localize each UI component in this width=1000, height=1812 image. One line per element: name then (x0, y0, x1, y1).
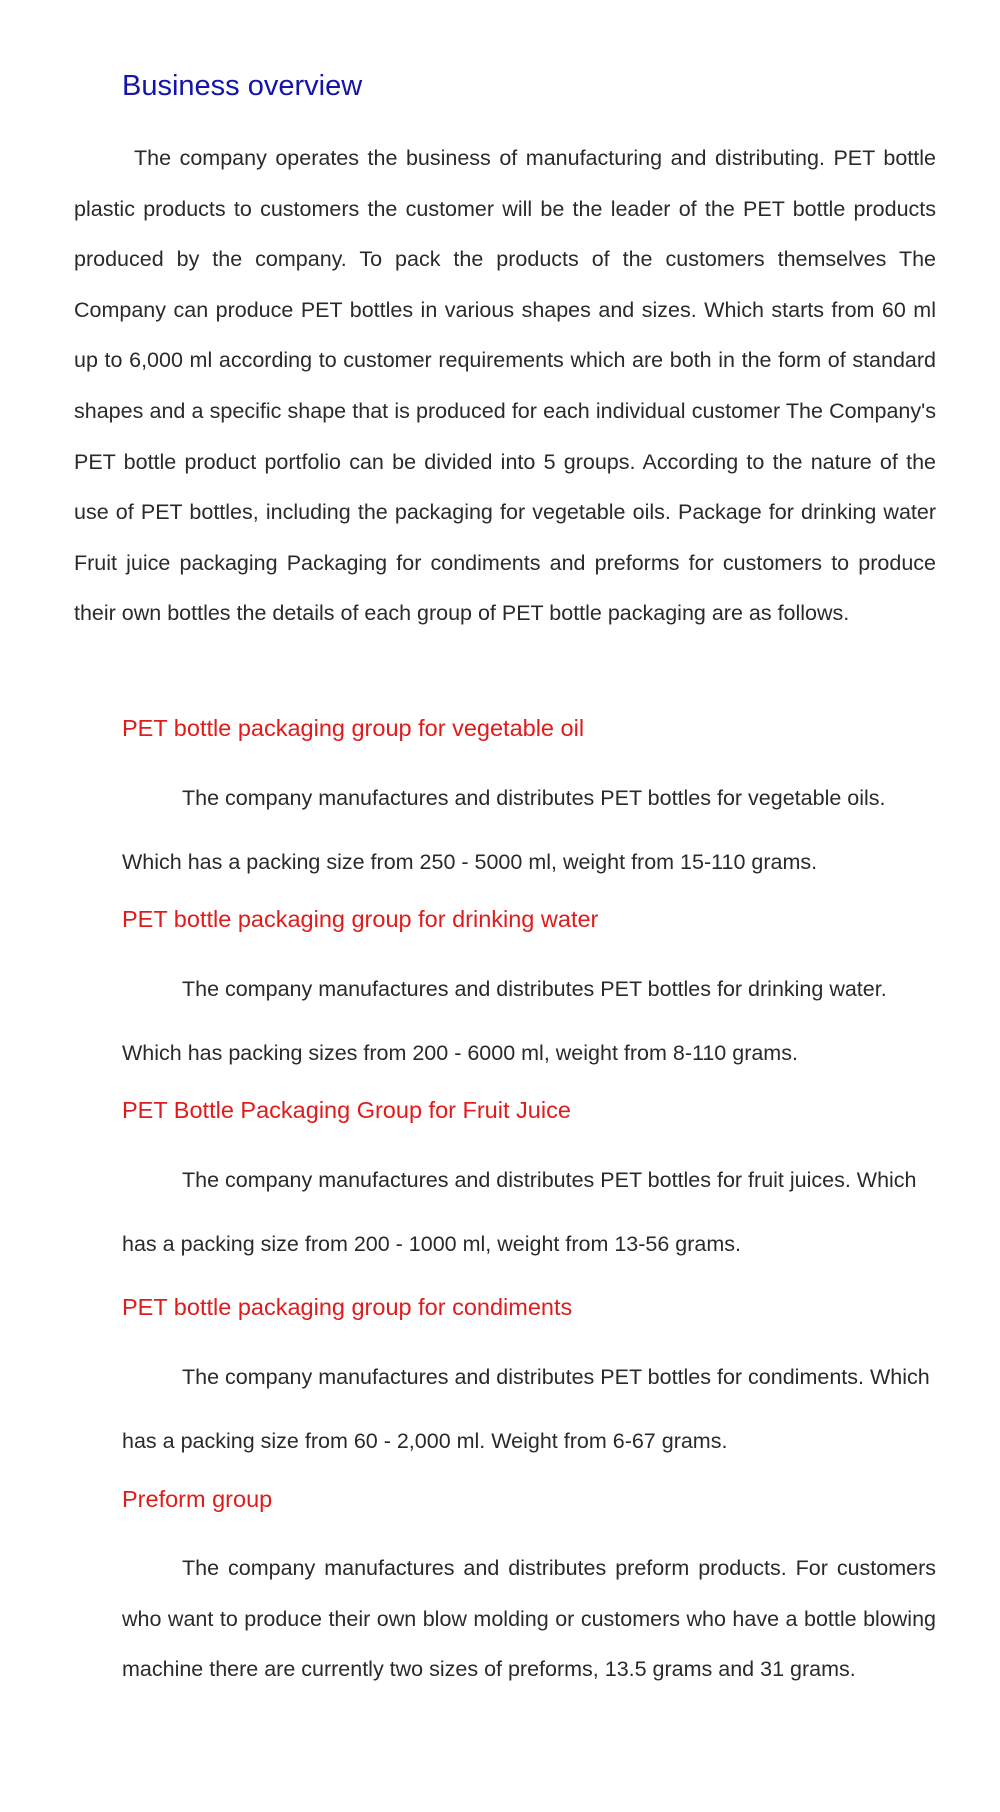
group-text-vegetable-oil: The company manufactures and distributes PET bottles for vegetable oils. Which has a packing size from 250 - 5000 ml, weight from 15-110 grams. (122, 786, 886, 874)
page-title: Business overview (122, 70, 363, 102)
group-text-preform: The company manufactures and distributes preform products. For customers who want to produce their own blow molding or customers who have a bottle blowing machine there are currently two sizes of preforms, 13.5 grams and 31 grams. (122, 1556, 936, 1682)
group-text-condiments: The company manufactures and distributes PET bottles for condiments. Which has a packing size from 60 - 2,000 ml. Weight from 6-67 grams. (122, 1365, 930, 1453)
group-title-vegetable-oil: PET bottle packaging group for vegetable oil (122, 715, 585, 741)
group-title-drinking-water: PET bottle packaging group for drinking water (122, 906, 599, 932)
group-text-fruit-juice: The company manufactures and distributes PET bottles for fruit juices. Which has a packing size from 200 - 1000 ml, weight from 13-56 grams. (122, 1168, 917, 1256)
group-title-condiments: PET bottle packaging group for condiments (122, 1294, 573, 1320)
intro-paragraph: The company operates the business of manufacturing and distributing. PET bottle plastic products to customers the customer will be the leader of the PET bottle products produced by the company. To pack the products of the customers themselves The Company can produce PET bottles in various shapes and sizes. Which starts from 60 ml up to 6,000 ml according to customer requirements which are both in the form of standard shapes and a specific shape that is produced for each individual customer The Company's PET bottle product portfolio can be divided into 5 groups. According to the nature of the use of PET bottles, including the packaging for vegetable oils. Package for drinking water Fruit juice packaging Packaging for condiments and preforms for customers to produce their own bottles the details of each group of PET bottle packaging are as follows. (74, 146, 936, 626)
group-title-fruit-juice: PET Bottle Packaging Group for Fruit Juice (122, 1097, 571, 1123)
group-title-preform: Preform group (122, 1486, 273, 1512)
group-text-drinking-water: The company manufactures and distributes PET bottles for drinking water. Which has packing sizes from 200 - 6000 ml, weight from 8-110 grams. (122, 977, 887, 1065)
